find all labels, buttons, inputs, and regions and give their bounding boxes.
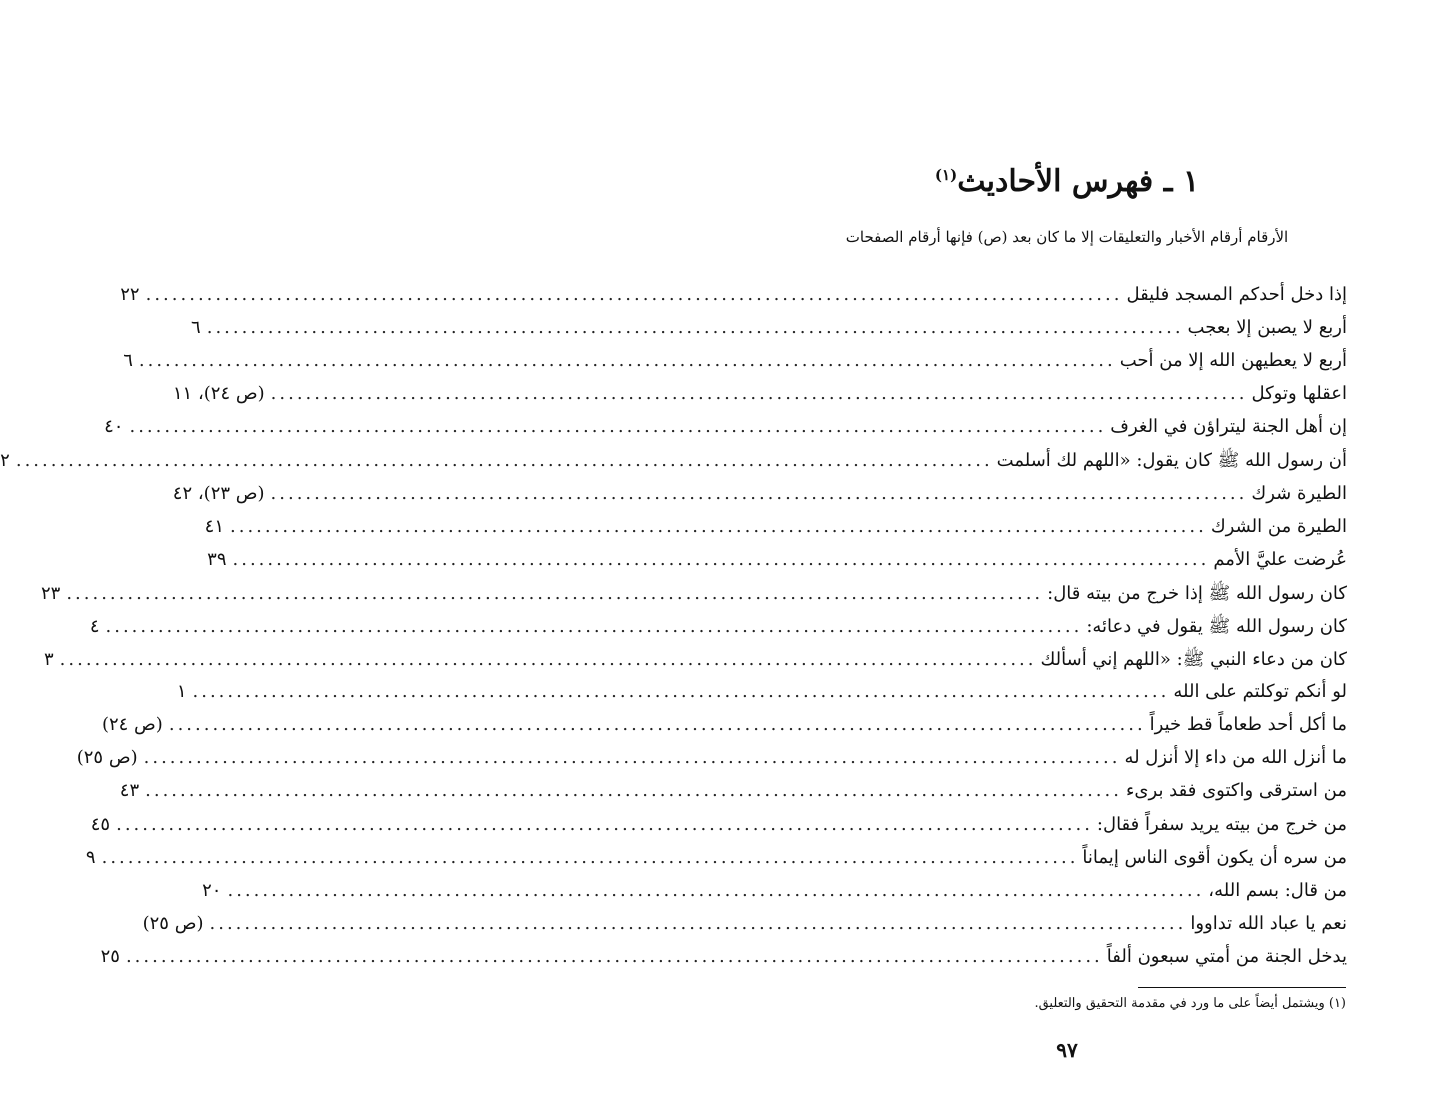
entry-text: أربع لا يصبن إلا بعجب bbox=[1187, 317, 1347, 339]
entry-reference: ٤٠ bbox=[104, 416, 124, 438]
dot-leader: ................................................................................................................ bbox=[168, 714, 1146, 736]
dot-leader: ................................................................................................................ bbox=[143, 747, 1121, 769]
entry-reference: (ص ٢٥) bbox=[76, 747, 138, 769]
entry-reference: (ص ٢٥) bbox=[142, 912, 204, 934]
entry-reference: (ص ٢٤)، ١١ bbox=[172, 383, 265, 405]
entry-reference: (ص ٢٣)، ٤٢ bbox=[172, 482, 265, 504]
index-entry bbox=[172, 482, 1347, 516]
entry-text: الطيرة من الشرك bbox=[1210, 515, 1347, 537]
entry-text: من قال: بسم الله، bbox=[1208, 879, 1347, 901]
index-entry bbox=[204, 515, 1347, 549]
index-entry bbox=[89, 615, 1347, 648]
dot-leader: ................................................................................................................ bbox=[125, 945, 1103, 967]
entry-reference: ٤٣ bbox=[119, 780, 140, 802]
entry-reference: ٢٥ bbox=[100, 945, 120, 967]
entry-reference: (ص ٢٤) bbox=[101, 714, 163, 736]
index-entry bbox=[176, 681, 1347, 714]
entry-text: إذا دخل أحدكم المسجد فليقل bbox=[1126, 284, 1347, 305]
index-entry bbox=[142, 912, 1347, 946]
dot-leader: ................................................................................................................ bbox=[230, 515, 1207, 537]
entry-text: من خرج من بيته يريد سفراً فقال: bbox=[1096, 813, 1347, 835]
dot-leader: ................................................................................................................ bbox=[105, 615, 1083, 637]
dot-leader: ................................................................................................................ bbox=[66, 582, 1044, 604]
entry-reference: ٣ bbox=[43, 649, 54, 671]
entry-reference: ٩ bbox=[85, 846, 96, 868]
entry-text: الطيرة شرك bbox=[1251, 482, 1347, 504]
dot-leader: ................................................................................................................ bbox=[270, 482, 1248, 504]
footnote-divider bbox=[1138, 987, 1346, 988]
entry-reference: ٦ bbox=[191, 317, 201, 339]
entry-reference: ٢ bbox=[0, 450, 10, 472]
index-entry bbox=[123, 350, 1347, 383]
index-entry bbox=[0, 449, 1347, 482]
index-entry bbox=[43, 648, 1347, 681]
entry-text: اعقلها وتوكل bbox=[1251, 383, 1347, 405]
index-entry bbox=[40, 582, 1347, 615]
entry-text: نعم يا عباد الله تداووا bbox=[1190, 912, 1347, 934]
entry-text: كان من دعاء النبي ﷺ: «اللهم إني أسألك bbox=[1040, 649, 1347, 671]
entry-text: ما أنزل الله من داء إلا أنزل له bbox=[1124, 747, 1347, 769]
dot-leader: ................................................................................................................ bbox=[138, 350, 1116, 372]
entry-text: لو أنكم توكلتم على الله bbox=[1173, 681, 1347, 703]
entry-text: إن أهل الجنة ليتراؤن في الغرف bbox=[1110, 416, 1347, 438]
entry-text: كان رسول الله ﷺ إذا خرج من بيته قال: bbox=[1047, 582, 1347, 604]
entry-text: عُرضت عليَّ الأمم bbox=[1213, 548, 1347, 570]
index-entry bbox=[101, 714, 1347, 747]
dot-leader: ................................................................................................................ bbox=[15, 450, 993, 472]
footnote-marker: (١) bbox=[934, 166, 958, 184]
index-entry bbox=[202, 879, 1347, 913]
dot-leader: ................................................................................................................ bbox=[59, 649, 1037, 671]
index-entry bbox=[119, 780, 1347, 813]
page-number: ٩٧ bbox=[1056, 1038, 1078, 1062]
entry-text: يدخل الجنة من أمتي سبعون ألفاً bbox=[1106, 945, 1347, 967]
dot-leader: ................................................................................................................ bbox=[116, 813, 1093, 835]
dot-leader: ................................................................................................................ bbox=[232, 548, 1210, 570]
entry-text: ما أكل أحد طعاماً قط خيراً bbox=[1149, 714, 1347, 736]
dot-leader: ................................................................................................................ bbox=[145, 780, 1122, 802]
page-title-text: ١ ـ فهرس الأحاديث bbox=[957, 164, 1200, 199]
entry-reference: ١ bbox=[176, 681, 187, 703]
dot-leader: ................................................................................................................ bbox=[129, 416, 1107, 438]
entry-text: من استرقى واكتوى فقد برىء bbox=[1125, 780, 1347, 802]
index-entry bbox=[120, 284, 1347, 317]
entry-text: أربع لا يعطيهن الله إلا من أحب bbox=[1119, 350, 1347, 372]
index-entry bbox=[104, 416, 1347, 449]
entry-reference: ٤ bbox=[89, 615, 100, 637]
index-entry bbox=[207, 548, 1347, 582]
index-entry bbox=[191, 317, 1347, 350]
index-entry bbox=[172, 383, 1347, 416]
entry-reference: ٢٣ bbox=[40, 582, 61, 604]
dot-leader: ................................................................................................................ bbox=[209, 912, 1187, 934]
dot-leader: ................................................................................................................ bbox=[270, 383, 1248, 405]
dot-leader: ................................................................................................................ bbox=[145, 284, 1123, 305]
entry-reference: ٤٥ bbox=[90, 813, 111, 835]
entry-text: كان رسول الله ﷺ يقول في دعائه: bbox=[1086, 615, 1347, 637]
dot-leader: ................................................................................................................ bbox=[206, 317, 1184, 339]
dot-leader: ................................................................................................................ bbox=[192, 681, 1170, 703]
dot-leader: ................................................................................................................ bbox=[227, 879, 1205, 901]
entry-reference: ٣٩ bbox=[207, 548, 227, 570]
dot-leader: ................................................................................................................ bbox=[101, 846, 1079, 868]
index-entry bbox=[100, 945, 1347, 979]
index-note: الأرقام أرقام الأخبار والتعليقات إلا ما كان بعد (ص) فإنها أرقام الصفحات bbox=[845, 228, 1289, 246]
entry-reference: ٢٢ bbox=[120, 284, 140, 305]
footnote: (١) ويشتمل أيضاً على ما ورد في مقدمة التحقيق والتعليق. bbox=[1034, 996, 1346, 1011]
entry-text: من سره أن يكون أقوى الناس إيماناً bbox=[1082, 846, 1347, 868]
entry-text: أن رسول الله ﷺ كان يقول: «اللهم لك أسلمت bbox=[996, 450, 1347, 472]
index-entry bbox=[76, 747, 1347, 780]
index-entry bbox=[90, 813, 1347, 847]
entry-reference: ٦ bbox=[123, 350, 133, 372]
index-entry bbox=[85, 846, 1347, 880]
entry-reference: ٤١ bbox=[204, 515, 225, 537]
hadith-index-list bbox=[0, 284, 1347, 979]
entry-reference: ٢٠ bbox=[202, 879, 222, 901]
page-title bbox=[692, 164, 1442, 199]
